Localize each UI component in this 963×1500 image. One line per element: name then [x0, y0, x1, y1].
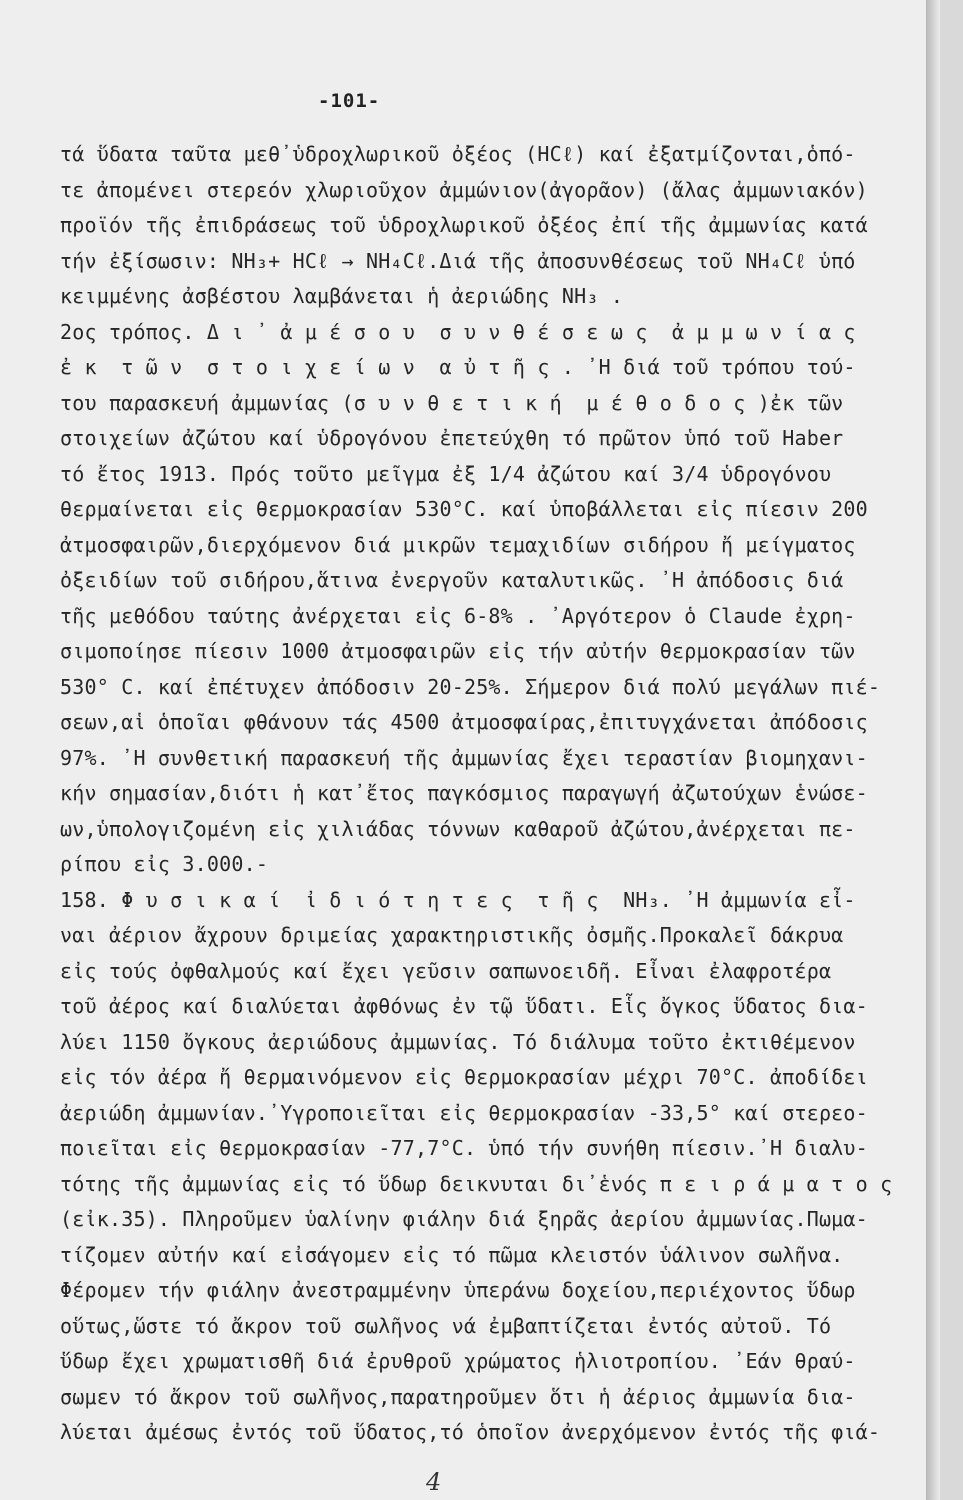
- text-line: ναι ἀέριον ἄχρουν δριμείας χαρακτηριστικῆς ὀσμῆς.Προκαλεῖ δάκρυα: [60, 923, 844, 947]
- text-line: ρίπου εἰς 3.000.-: [60, 852, 269, 876]
- text-line: σωμεν τό ἄκρον τοῦ σωλῆνος,παρατηροῦμεν ὅτι ἡ ἀέριος ἀμμωνία δια-: [60, 1384, 856, 1409]
- text-line: ων,ὑπολογιζομένη εἰς χιλιάδας τόννων καθαροῦ ἀζώτου,ἀνέρχεται πε-: [60, 816, 856, 841]
- handwritten-page-mark: 4: [426, 1468, 442, 1496]
- text-line: λύεται ἀμέσως ἐντός τοῦ ὕδατος,τό ὁποῖον ἀνερχόμενον ἐντός τῆς φιά-: [60, 1420, 881, 1444]
- text-line: λύει 1150 ὄγκους ἀεριώδους ἀμμωνίας. Τό διάλυμα τοῦτο ἐκτιθέμενον: [60, 1029, 856, 1054]
- text-line: ἀτμοσφαιρῶν,διερχόμενον διά μικρῶν τεμαχιδίων σιδήρου ἤ μείγματος: [60, 532, 856, 557]
- text-line: οὕτως,ὥστε τό ἄκρον τοῦ σωλῆνος νά ἐμβαπτίζεται ἐντός αὐτοῦ. Τό: [60, 1313, 832, 1338]
- text-line: τοῦ ἀέρος καί διαλύεται ἀφθόνως ἐν τῷ ὕδατι. Εἷς ὄγκος ὕδατος δια-: [60, 994, 868, 1018]
- text-line: 158. Φ υ σ ι κ α ί ἰ δ ι ό τ η τ ε ς τ ῆ ς NH₃. ᾽Η ἀμμωνία εἶ-: [60, 887, 856, 912]
- text-line: εἰς τόν ἀέρα ἤ θερμαινόμενον εἰς θερμοκρασίαν μέχρι 70°C. ἀποδίδει: [60, 1065, 868, 1089]
- text-line: ὕδωρ ἔχει χρωματισθῆ διά ἐρυθροῦ χρώματος ἡλιοτροπίου. ᾽Εάν θραύ-: [60, 1349, 856, 1373]
- text-line: (εἰκ.35). Πληροῦμεν ὑαλίνην φιάλην διά ξηρᾶς ἀερίου ἀμμωνίας.Πωμα-: [60, 1207, 868, 1231]
- text-line: εἰς τούς ὀφθαλμούς καί ἔχει γεῦσιν σαπωνοειδῆ. Εἶναι ἐλαφροτέρα: [60, 958, 832, 983]
- text-line: ἐ κ τ ῶ ν σ τ ο ι χ ε ί ω ν α ὐ τ ῆ ς . ᾽Η διά τοῦ τρόπου τού-: [60, 355, 856, 379]
- text-line: ὀξειδίων τοῦ σιδήρου,ἅτινα ἐνεργοῦν καταλυτικῶς. ᾽Η ἀπόδοσις διά: [60, 568, 844, 592]
- text-line: τε ἀπομένει στερεόν χλωριοῦχον ἀμμώνιον(ἀγορᾶον) (ἄλας ἀμμωνιακόν): [60, 177, 868, 202]
- text-line: τότης τῆς ἀμμωνίας εἰς τό ὕδωρ δεικνυται δι᾽ἑνός π ε ι ρ ά μ α τ ο ς: [60, 1171, 893, 1196]
- text-line: τό ἔτος 1913. Πρός τοῦτο μεῖγμα ἐξ 1/4 ἀζώτου καί 3/4 ὑδρογόνου: [60, 461, 832, 486]
- text-line: του παρασκευή ἀμμωνίας (σ υ ν θ ε τ ι κ ή μ έ θ ο δ ο ς )ἐκ τῶν: [60, 390, 844, 415]
- text-line: ποιεῖται εἰς θερμοκρασίαν -77,7°C. ὑπό τήν συνήθη πίεσιν.᾽Η διαλυ-: [60, 1136, 868, 1160]
- text-line: ἀεριώδη ἀμμωνίαν.᾽Υγροποιεῖται εἰς θερμοκρασίαν -33,5° καί στερεο-: [60, 1100, 868, 1125]
- text-line: τίζομεν αὐτήν καί εἰσάγομεν εἰς τό πῶμα κλειστόν ὑάλινον σωλῆνα.: [60, 1242, 844, 1267]
- text-line: θερμαίνεται εἰς θερμοκρασίαν 530°C. καί ὑποβάλλεται εἰς πίεσιν 200: [60, 497, 868, 521]
- page-number: -101-: [318, 90, 381, 112]
- text-line: στοιχείων ἀζώτου καί ὑδρογόνου ἐπετεύχθη τό πρῶτον ὑπό τοῦ Haber: [60, 426, 844, 450]
- text-line: 2ος τρόπος. Δ ι ᾽ ἀ μ έ σ ο υ σ υ ν θ έ σ ε ω ς ἀ μ μ ω ν ί α ς: [60, 319, 856, 344]
- text-line: κειμμένης ἀσβέστου λαμβάνεται ἡ ἀεριώδης NH₃ .: [60, 284, 624, 308]
- text-line: σεων,αἱ ὁποῖαι φθάνουν τάς 4500 ἀτμοσφαίρας,ἐπιτυγχάνεται ἀπόδοσις: [60, 710, 868, 734]
- text-line: προϊόν τῆς ἐπιδράσεως τοῦ ὑδροχλωρικοῦ ὀξέος ἐπί τῆς ἀμμωνίας κατά: [60, 213, 868, 237]
- text-line: κήν σημασίαν,διότι ἡ κατ᾽ἔτος παγκόσμιος παραγωγή ἀζωτούχων ἑνώσε-: [60, 781, 868, 805]
- text-line: 530° C. καί ἐπέτυχεν ἀπόδοσιν 20-25%. Σήμερον διά πολύ μεγάλων πιέ-: [60, 674, 881, 699]
- text-line: 97%. ᾽Η συνθετική παρασκευή τῆς ἀμμωνίας ἔχει τεραστίαν βιομηχανι-: [60, 745, 868, 770]
- text-line: τῆς μεθόδου ταύτης ἀνέρχεται εἰς 6-8% . ᾽Αργότερον ὁ Claude ἐχρη-: [60, 603, 856, 628]
- text-line: σιμοποίησε πίεσιν 1000 ἀτμοσφαιρῶν εἰς τήν αὐτήν θερμοκρασίαν τῶν: [60, 639, 856, 663]
- text-line: τήν ἐξίσωσιν: NH₃+ HCℓ → NH₄Cℓ.Διά τῆς ἀποσυνθέσεως τοῦ NH₄Cℓ ὑπό: [60, 248, 856, 273]
- text-line: Φέρομεν τήν φιάλην ἀνεστραμμένην ὑπεράνω δοχείου,περιέχοντος ὕδωρ: [60, 1278, 856, 1302]
- text-line: τά ὕδατα ταῦτα μεθ᾽ὑδροχλωρικοῦ ὀξέος (HCℓ) καί ἐξατμίζονται,ὁπό-: [60, 142, 856, 166]
